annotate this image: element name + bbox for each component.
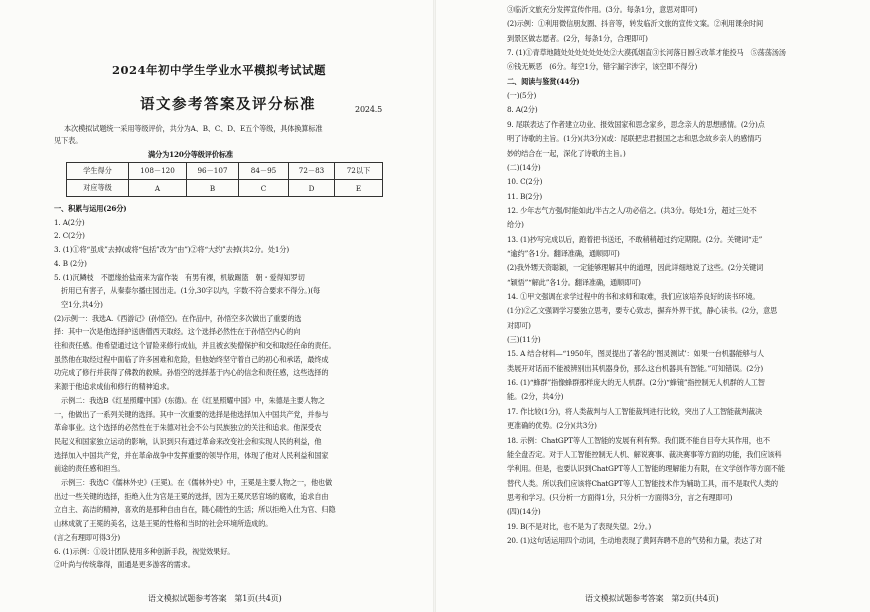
text-line: 11. B(2分)	[507, 191, 543, 201]
table-cell: 84－95	[239, 163, 289, 180]
table-cell: A	[129, 180, 187, 197]
exam-title: 2024年初中学生学业水平模拟考试试题	[112, 63, 327, 77]
text-line: 能全盘否定。对于人工智能控制无人机、解说赛事、裁决赛事等方面的功能，我们应该科	[507, 449, 782, 459]
text-line: 2. C(2分)	[54, 231, 85, 241]
text-line: 1. A(2分)	[54, 217, 85, 227]
text-line: 8. A(2分)	[507, 105, 538, 115]
text-line: 给分)	[507, 220, 524, 230]
text-line: 折用已有害子，从秦泰尔播庄园出走。(1分,30字以内，字数不符合要求不得分。)(每	[54, 286, 321, 296]
table-cell: D	[289, 180, 335, 197]
table-cell: 108－120	[129, 163, 187, 180]
text-line: “颖悟”“解此”各1分。翻译准确，通顺即可)	[507, 277, 641, 287]
text-line: (2)我外甥天资聪颖，一定能够理解其中的道理，因此详细地说了这些。(2分关键词	[507, 263, 764, 273]
grade-table	[66, 162, 383, 197]
text-line: 选择加入中国共产党，并在革命战争中发挥重要的领导作用，体现了他对人民利益和国家	[54, 450, 329, 460]
page-footer: 语文模拟试题参考答案 第2页(共4页)	[585, 594, 719, 603]
exam-date: 2024.5	[355, 105, 383, 114]
text-line: 革命事业。这个选择的必然性在于朱德对社会不公与民族独立的关注和追求。他深受农	[54, 423, 322, 433]
table-cell: B	[187, 180, 239, 197]
text-line: (2)示例：①利用微信朋友圈、抖音等，转发临沂文旅的宣传文案。②利用课余时间	[507, 19, 764, 29]
text-line: 对即可)	[507, 320, 531, 330]
right-page	[435, 0, 870, 612]
text-line: 19. B(不是对比，也不是为了表现失望。2分。)	[507, 521, 652, 531]
answer-title: 语文参考答案及评分标准	[140, 96, 316, 113]
table-row	[67, 180, 383, 197]
text-line: (1分)②乙文强调学习要独立思考，要专心致志，摒弃外界干扰，静心读书。(2分，意思	[507, 306, 778, 316]
table-cell: 72以下	[335, 163, 383, 180]
grade-table-title: 满分为120分等级评价标准	[148, 150, 233, 159]
page-footer: 语文模拟试题参考答案 第1页(共4页)	[148, 594, 282, 603]
text-line: 往和责任感。他希望通过这个冒险来修行成仙，并且被玄奘僧保护和交和取经任命的责任。	[54, 341, 336, 350]
text-line: 前途的责任感和担当。	[54, 464, 125, 474]
text-line: 立自主、高洁的精神，喜欢的是那种自由自在，随心随性的生活；所以拒绝入仕为官、归隐	[54, 505, 336, 515]
text-line: 学利用。但是，也要认识到ChatGPT等人工智能的理解能力有限，在文学创作等方面不能	[507, 464, 785, 474]
table-cell: C	[239, 180, 289, 197]
text-line: 民起义和国家独立运动的影响，认识到只有通过革命来改变社会和实现人民的利益，他	[54, 436, 322, 446]
text-line: 类展开对话而不能被辨别出其机器身份，那么这台机器具有智能。”可知错误。(2分)	[507, 363, 763, 373]
intro-line: 本次模拟试题统一采用等级评价，共分为A、B、C、D、E五个等级，具体换算标准	[64, 124, 323, 133]
text-line: 17. 作比较(1分)，将人类裁判与人工智能裁判进行比较，突出了人工智能裁判裁决	[507, 406, 763, 416]
table-cell: E	[335, 180, 383, 197]
text-line: (二)(14分)	[507, 162, 541, 172]
text-line: 妙的结合在一起，深化了诗歌的主旨。)	[507, 148, 626, 158]
text-line: 一，他做出了一系列关键的选择。其中一次重要的选择是他选择加入中国共产党，并参与	[54, 409, 329, 419]
text-line: ③临沂文旅充分发挥宣传作用。(3分。每条1分，意思对即可)	[507, 5, 698, 14]
text-line: 3. (1)①将“虽成”去掉(或将“包括”改为“由”)②将“大约”去掉(共2分。处1分)	[54, 245, 289, 255]
text-line: 18. 示例：ChatGPT等人工智能的发展有利有弊。我们既不能自目夸大其作用，也不	[507, 435, 770, 445]
text-line: (一)(5分)	[507, 91, 537, 101]
intro-line: 见下表。	[54, 136, 83, 145]
text-line: 12. 少年志气方强/时能如此/半古之人/功必倍之。(共3分。每处1分，超过三处不	[507, 205, 757, 215]
text-line: (四)(14分)	[507, 507, 541, 517]
text-line: 明了诗歌的主旨。(1分)(共3分)(或：尾联把忠君报国之志和思念故乡亲人的感情巧	[507, 134, 762, 144]
text-line: 6. (1)示例：①设计团队使用多种创新手段，视觉效果好。	[54, 546, 235, 556]
text-line: (三)(11分)	[507, 335, 541, 345]
text-line: 13. (1)抄写完成以后，跑着把书送还，不敢稍稍超过约定期限。(2分。关键词“走”	[507, 234, 763, 244]
text-line: 到景区做志愿者。(2分，每条1分，合理即可)	[507, 33, 648, 43]
text-line: ⑥钱无厥恶 (6分。每空1分，错字漏字涉字，该空即不得分)	[507, 62, 698, 72]
text-line: (言之有理即可得3分)	[54, 532, 121, 542]
text-line: 10. C(2分)	[507, 177, 543, 187]
table-header-cell: 学生得分	[67, 163, 129, 180]
text-line: 二、阅读与鉴赏(44分)	[507, 76, 580, 86]
table-row	[67, 163, 383, 180]
text-line: (2)示例一：我选A.《西游记》(孙悟空)。在作品中，孙悟空多次做出了重要的选	[54, 313, 302, 323]
text-line: 16. (1)“蜂群”指像蜂群那样庞大的无人机群。(2分)“蜂镜”指控制无人机群的人工智	[507, 378, 765, 388]
text-line: 15. A 结合材料—“1950年，图灵提出了著名的‘图灵测试’：如果一台机器能够与人	[507, 349, 764, 359]
text-line: 山林成就了王冕的美名，这是王冕的性格和当时的社会环境所造成的。	[54, 519, 273, 529]
table-header-cell: 对应等级	[67, 180, 129, 197]
table-cell: 72－83	[289, 163, 335, 180]
text-line: 能。(2分，共4分)	[507, 392, 564, 402]
text-line: 示例三：我选C《儒林外史》(王冕)。在《儒林外史》中，王冕是主要人物之一，他也做	[54, 478, 333, 487]
text-line: ②叶尚与传统靠得，面通是更多游客的需求。	[54, 560, 195, 570]
text-line: 更准确的优势。(2分)(共3分)	[507, 421, 597, 431]
text-line: 空1分,共4分)	[54, 299, 103, 309]
text-line: 替代人类。所以我们应该将ChatGPT等人工智能技术作为辅助工具，而不是取代人类的	[507, 478, 778, 488]
text-line: 20. (1)这句话运用四个动词，生动地表现了黄阿奔聘不息的气势和力量，表达了对	[507, 535, 763, 545]
text-line: 择：其中一次是他选择护送唐僧西天取经。这个选择必然性在于孙悟空内心的向	[54, 327, 301, 337]
text-line: 5. (1)沉鳞枝 不愿缘抬盐南来为富作装 有男有裸，机敏踢篮 朝・爱得知罗切	[54, 272, 305, 282]
text-line: 出过一些关键的选择，拒绝入仕为官是王冕的选择，因为王冕厌恶官场的腐败，追求自由	[54, 491, 329, 501]
text-line: 功完成了修行并获得了佛教的救赎。孙悟空的选择基于内心的信念和责任感，这些选择的	[54, 368, 329, 378]
text-line: 7. (1)①青草地随处处处处处处处②大漠孤烟直③长河落日圆④改革才能投马 ⑤荡荡汤汤	[507, 48, 786, 58]
text-line: 14. ①甲文强调在求学过程中的书和求师和取难，我们应该培养良好的读书环境。	[507, 292, 760, 301]
text-line: 思考和学习。(只分析一方面得1分，只分析一方面得3分，言之有理即可)	[507, 492, 733, 502]
text-line: 示例二：我选B《红星照耀中国》(东德)。在《红星照耀中国》中，朱德是主要人物之	[54, 395, 325, 405]
text-line: 9. 尾联表达了作者建立功业、报效国家和思念家乡，思念亲人的思想感情。(2分)点	[507, 119, 765, 129]
text-line: 来源于他追求成仙和修行的精神追求。	[54, 382, 174, 392]
text-line: “逾约”各1分。翻译准确，通顺即可)	[507, 248, 620, 258]
table-cell: 96－107	[187, 163, 239, 180]
text-line: 4. B (2分)	[54, 258, 87, 268]
text-line: 一、积累与运用(26分)	[54, 204, 127, 213]
text-line: 虽然他在取经过程中面临了许多困难和危险，但他始终坚守着自己的初心和承诺，最终成	[54, 354, 329, 364]
